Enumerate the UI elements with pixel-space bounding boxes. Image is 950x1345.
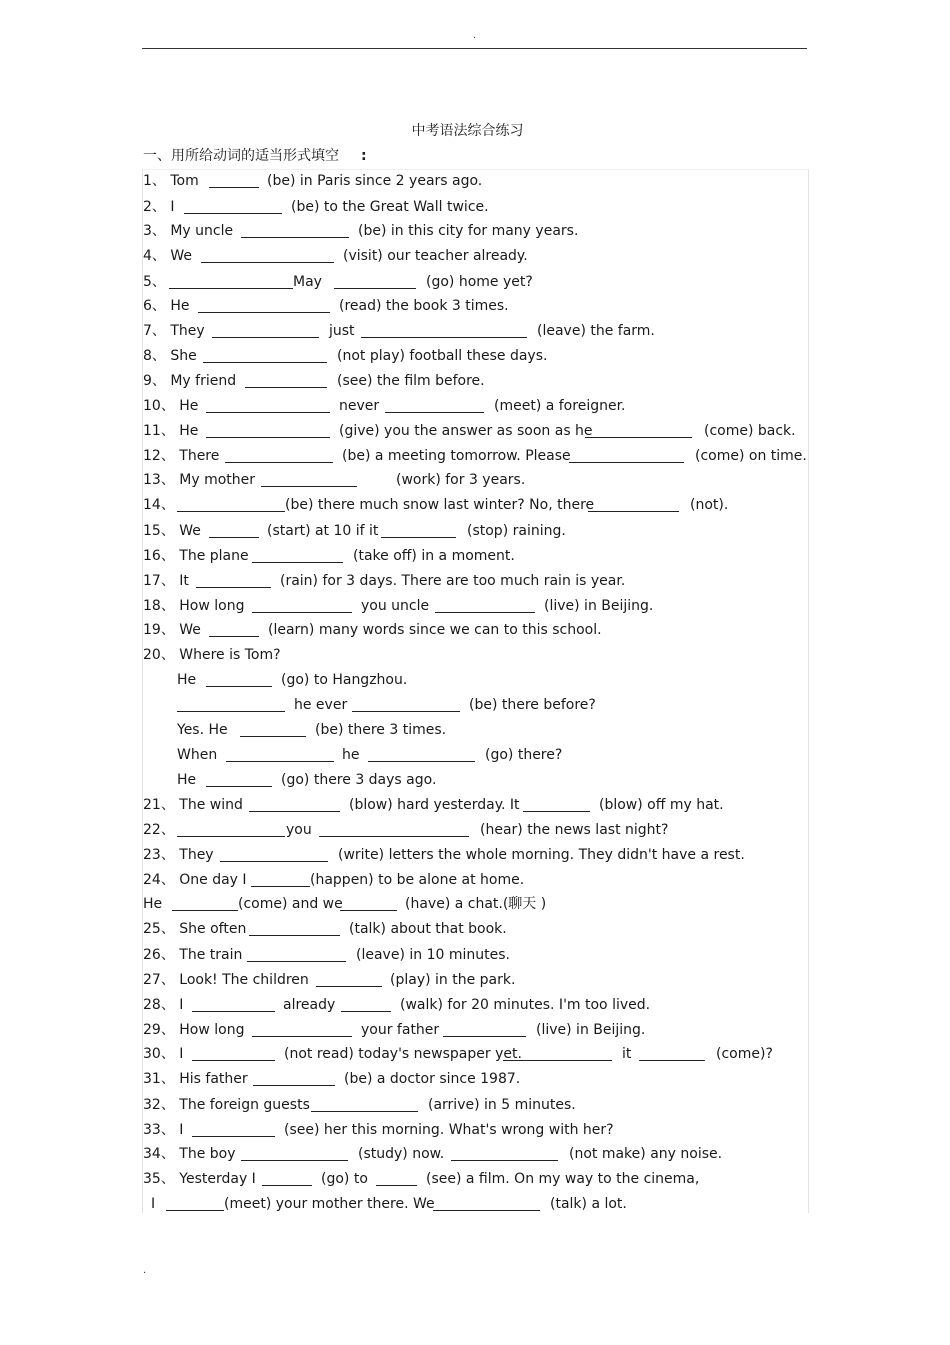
question-text: just [329, 323, 355, 339]
question-text: 1、 Tom [143, 173, 199, 189]
answer-blank[interactable] [172, 910, 238, 911]
question-text: (blow) off my hat. [599, 797, 724, 813]
question-text: (leave) in 10 minutes. [356, 947, 510, 963]
question-line [0, 721, 950, 741]
answer-blank[interactable] [340, 910, 397, 911]
question-text: 18、 How long [143, 598, 245, 614]
answer-blank[interactable] [241, 1160, 348, 1161]
question-text: your father [361, 1022, 440, 1038]
question-text: (arrive) in 5 minutes. [428, 1097, 576, 1113]
answer-blank[interactable] [192, 1136, 275, 1137]
question-text: 31、 His father [143, 1071, 248, 1087]
answer-blank[interactable] [588, 511, 679, 512]
question-text: (be) there much snow last winter? No, there [285, 497, 595, 513]
question-line [0, 871, 950, 891]
question-line [0, 247, 950, 267]
question-text: 16、 The plane [143, 548, 249, 564]
answer-blank[interactable] [241, 237, 349, 238]
answer-blank[interactable] [226, 761, 334, 762]
answer-blank[interactable] [249, 811, 340, 812]
question-text: 3、 My uncle [143, 223, 234, 239]
section-label: 一、用所给动词的适当形式填空 [143, 148, 339, 164]
question-text: He [177, 772, 197, 788]
question-line [0, 796, 950, 816]
question-text: He [177, 672, 197, 688]
question-line [0, 522, 950, 542]
question-line [0, 1070, 950, 1090]
question-text: (come) back. [704, 423, 796, 439]
question-line [0, 671, 950, 691]
question-text: (not make) any noise. [569, 1146, 723, 1162]
answer-blank[interactable] [341, 1011, 391, 1012]
question-text: you [286, 822, 312, 838]
question-line [0, 646, 950, 666]
answer-blank[interactable] [503, 1060, 612, 1061]
answer-blank[interactable] [220, 861, 328, 862]
question-text: 6、 He [143, 298, 190, 314]
answer-blank[interactable] [247, 961, 346, 962]
question-text: (not). [690, 497, 729, 513]
question-text: (visit) our teacher already. [343, 248, 528, 264]
answer-blank[interactable] [206, 686, 272, 687]
question-line [0, 1195, 950, 1215]
answer-blank[interactable] [252, 1036, 352, 1037]
question-text: (write) letters the whole morning. They didn't have a rest. [338, 847, 745, 863]
question-text: (not read) today's newspaper yet. [284, 1046, 522, 1062]
question-text: (go) there 3 days ago. [281, 772, 437, 788]
answer-blank[interactable] [262, 1185, 312, 1186]
question-text: 30、 I [143, 1046, 184, 1062]
question-text: 9、 My friend [143, 373, 237, 389]
question-text: (be) there 3 times. [315, 722, 447, 738]
answer-blank[interactable] [569, 462, 684, 463]
question-line [0, 572, 950, 592]
question-text: (be) there before? [469, 697, 596, 713]
section-heading [143, 145, 367, 165]
answer-blank[interactable] [166, 1210, 224, 1211]
question-text: you uncle [361, 598, 430, 614]
question-text: (go) home yet? [426, 274, 533, 290]
question-line [0, 222, 950, 242]
question-text: 22、 [143, 822, 175, 838]
header-mark: . [473, 30, 477, 41]
question-text: 19、 We [143, 622, 201, 638]
question-line [0, 746, 950, 766]
question-text: He [143, 896, 163, 912]
question-text: (walk) for 20 minutes. I'm too lived. [400, 997, 651, 1013]
answer-blank[interactable] [252, 562, 343, 563]
answer-blank[interactable] [240, 736, 306, 737]
question-text: (leave) the farm. [537, 323, 655, 339]
question-line [0, 471, 950, 491]
question-text: he ever [294, 697, 348, 713]
question-text: 32、 The foreign guests [143, 1097, 310, 1113]
question-line [0, 971, 950, 991]
question-text: 23、 They [143, 847, 214, 863]
question-line [0, 1145, 950, 1165]
question-text: (come) on time. [695, 448, 807, 464]
page-title: 中考语法综合练习 [411, 123, 524, 139]
section-colon: : [361, 148, 367, 164]
question-text: (not play) football these days. [337, 348, 548, 364]
answer-blank[interactable] [334, 288, 416, 289]
answer-blank[interactable] [206, 412, 330, 413]
question-line [0, 1121, 950, 1141]
question-text: 20、 Where is Tom? [143, 647, 281, 663]
question-text: 17、 It [143, 573, 189, 589]
question-text: (hear) the news last night? [480, 822, 669, 838]
answer-blank[interactable] [209, 636, 259, 637]
answer-blank[interactable] [212, 337, 319, 338]
question-text: (study) now. [358, 1146, 445, 1162]
answer-blank[interactable] [177, 836, 285, 837]
question-text: 13、 My mother [143, 472, 256, 488]
answer-blank[interactable] [177, 711, 285, 712]
question-line [0, 1096, 950, 1116]
question-text: I [151, 1196, 156, 1212]
answer-blank[interactable] [523, 811, 590, 812]
question-text: 5、 [143, 274, 166, 290]
answer-blank[interactable] [201, 262, 334, 263]
question-line [0, 597, 950, 617]
answer-blank[interactable] [451, 1160, 558, 1161]
question-text: 34、 The boy [143, 1146, 236, 1162]
question-text: (go) to Hangzhou. [281, 672, 408, 688]
question-text: 12、 There [143, 448, 220, 464]
answer-blank[interactable] [245, 387, 327, 388]
question-text: 24、 One day I [143, 872, 247, 888]
answer-blank[interactable] [433, 1210, 540, 1211]
question-line [0, 1170, 950, 1190]
question-text: (play) in the park. [390, 972, 516, 988]
question-text: (talk) about that book. [349, 921, 507, 937]
question-text: it [622, 1046, 632, 1062]
question-line [0, 422, 950, 442]
question-text: (be) to the Great Wall twice. [291, 199, 489, 215]
question-text: (blow) hard yesterday. It [349, 797, 520, 813]
question-text: 33、 I [143, 1122, 184, 1138]
question-text: already [283, 997, 336, 1013]
question-line [0, 821, 950, 841]
question-line [0, 696, 950, 716]
answer-blank[interactable] [169, 288, 293, 289]
answer-blank[interactable] [376, 1185, 417, 1186]
answer-blank[interactable] [206, 786, 272, 787]
answer-blank[interactable] [311, 1111, 418, 1112]
answer-blank[interactable] [192, 1011, 275, 1012]
question-text: 27、 Look! The children [143, 972, 309, 988]
question-text: (rain) for 3 days. There are too much rain is year. [280, 573, 626, 589]
question-line [0, 1045, 950, 1065]
answer-blank[interactable] [443, 1036, 526, 1037]
question-text: (work) for 3 years. [396, 472, 526, 488]
question-line [0, 172, 950, 192]
question-text: (meet) your mother there. We [224, 1196, 435, 1212]
question-text: (stop) raining. [467, 523, 566, 539]
question-line [0, 198, 950, 218]
question-text: (be) in this city for many years. [358, 223, 579, 239]
question-line [0, 347, 950, 367]
answer-blank[interactable] [184, 213, 282, 214]
question-line [0, 846, 950, 866]
question-text: (be) a doctor since 1987. [344, 1071, 521, 1087]
answer-blank[interactable] [253, 1085, 335, 1086]
answer-blank[interactable] [249, 935, 340, 936]
answer-blank[interactable] [192, 1060, 275, 1061]
answer-blank[interactable] [435, 612, 535, 613]
question-text: (see) her this morning. What's wrong with her? [284, 1122, 614, 1138]
question-text: May [293, 274, 322, 290]
answer-blank[interactable] [368, 761, 475, 762]
answer-blank[interactable] [203, 362, 327, 363]
question-text: 25、 She often [143, 921, 247, 937]
question-text: (happen) to be alone at home. [310, 872, 525, 888]
answer-blank[interactable] [319, 836, 469, 837]
question-text: (learn) many words since we can to this school. [268, 622, 602, 638]
answer-blank[interactable] [209, 187, 259, 188]
answer-blank[interactable] [209, 537, 259, 538]
question-text: 11、 He [143, 423, 199, 439]
question-text: (start) at 10 if it [267, 523, 379, 539]
question-line [0, 496, 950, 516]
answer-blank[interactable] [361, 337, 527, 338]
question-line [0, 372, 950, 392]
question-line [0, 946, 950, 966]
question-text: (come) and we [238, 896, 343, 912]
question-text: (go) there? [485, 747, 563, 763]
question-text: he [342, 747, 360, 763]
header-rule [142, 48, 807, 49]
answer-blank[interactable] [252, 612, 352, 613]
question-text: 26、 The train [143, 947, 243, 963]
question-text: (see) a film. On my way to the cinema, [426, 1171, 700, 1187]
answer-blank[interactable] [251, 886, 310, 887]
question-line [0, 397, 950, 417]
question-line [0, 621, 950, 641]
question-text: (be) in Paris since 2 years ago. [267, 173, 483, 189]
answer-blank[interactable] [196, 587, 271, 588]
answer-blank[interactable] [206, 437, 330, 438]
question-text: 21、 The wind [143, 797, 243, 813]
question-text: 15、 We [143, 523, 201, 539]
question-line [0, 273, 950, 293]
question-line [0, 920, 950, 940]
question-text: Yes. He [177, 722, 228, 738]
question-text: 4、 We [143, 248, 192, 264]
question-text: When [177, 747, 218, 763]
question-text: 29、 How long [143, 1022, 245, 1038]
question-line [0, 547, 950, 567]
answer-blank[interactable] [639, 1060, 705, 1061]
answer-blank[interactable] [225, 462, 333, 463]
question-text: (read) the book 3 times. [339, 298, 509, 314]
question-text: (live) in Beijing. [536, 1022, 646, 1038]
question-text: (give) you the answer as soon as he [339, 423, 593, 439]
question-line [0, 322, 950, 342]
question-text: (live) in Beijing. [544, 598, 654, 614]
question-text: 14、 [143, 497, 175, 513]
question-text: never [339, 398, 380, 414]
question-text: 8、 She [143, 348, 197, 364]
answer-blank[interactable] [385, 412, 484, 413]
footer-mark: . [143, 1265, 147, 1276]
question-line [0, 447, 950, 467]
question-line [0, 895, 950, 915]
question-text: 35、 Yesterday I [143, 1171, 256, 1187]
question-text: (have) a chat.(聊天 ) [405, 896, 547, 912]
question-text: 7、 They [143, 323, 205, 339]
answer-blank[interactable] [381, 537, 456, 538]
question-text: (see) the film before. [337, 373, 485, 389]
answer-blank[interactable] [177, 511, 285, 512]
question-line [0, 297, 950, 317]
question-text: 10、 He [143, 398, 199, 414]
answer-blank[interactable] [261, 486, 357, 487]
question-text: (take off) in a moment. [353, 548, 515, 564]
question-text: 2、 I [143, 199, 175, 215]
answer-blank[interactable] [585, 437, 692, 438]
answer-blank[interactable] [198, 312, 330, 313]
question-line [0, 1021, 950, 1041]
answer-blank[interactable] [316, 986, 382, 987]
answer-blank[interactable] [352, 711, 460, 712]
question-text: 28、 I [143, 997, 184, 1013]
question-text: (meet) a foreigner. [494, 398, 626, 414]
question-text: (come)? [716, 1046, 773, 1062]
question-line [0, 771, 950, 791]
question-text: (be) a meeting tomorrow. Please [342, 448, 571, 464]
question-text: (talk) a lot. [550, 1196, 627, 1212]
question-line [0, 996, 950, 1016]
question-text: (go) to [321, 1171, 368, 1187]
